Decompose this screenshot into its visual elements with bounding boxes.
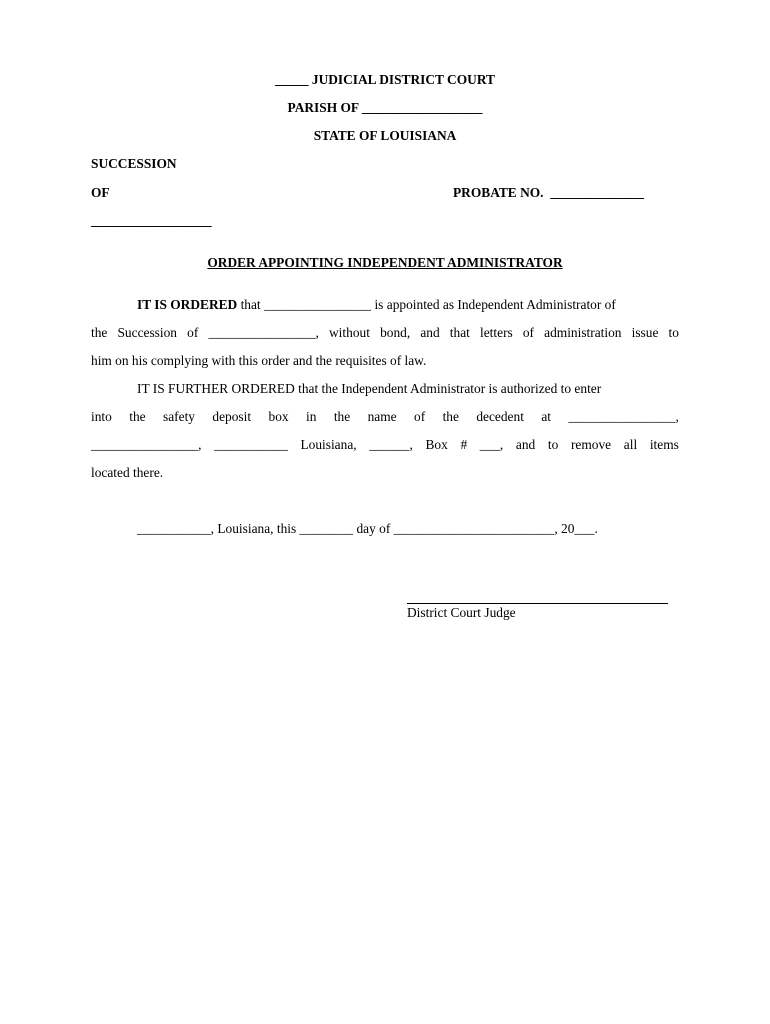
word: ________________, [208, 325, 319, 340]
word: bond, [380, 325, 411, 340]
word: decedent [476, 409, 524, 424]
document-title: ORDER APPOINTING INDEPENDENT ADMINISTRATOR [207, 255, 563, 270]
para1-line1 [137, 297, 616, 313]
para2-line2 [91, 409, 679, 425]
word: all [623, 437, 638, 452]
it-is-ordered: IT IS ORDERED [137, 297, 238, 312]
succession-label: SUCCESSION [91, 156, 177, 171]
word: deposit [212, 409, 252, 424]
word: # [460, 437, 468, 452]
word: of [187, 325, 199, 340]
word: into [91, 409, 112, 424]
word: letters [480, 325, 513, 340]
date-line: ___________, Louisiana, this ________ day of ________________________, 20___. [137, 521, 598, 536]
word: the [91, 325, 108, 340]
word: and [420, 325, 440, 340]
word: the [442, 409, 459, 424]
word: ___, [479, 437, 504, 452]
para2-line1: IT IS FURTHER ORDERED that the Independent Administrator is authorized to enter [137, 381, 602, 396]
word: and [515, 437, 536, 452]
word: of [522, 325, 535, 340]
word: ___________ [214, 437, 288, 452]
word: items [649, 437, 679, 452]
word: safety [163, 409, 195, 424]
word: Box [425, 437, 448, 452]
para1-line1-text: that ________________ is appointed as Independent Administrator of [237, 297, 616, 312]
signature-label: District Court Judge [407, 605, 516, 620]
state-heading: STATE OF LOUISIANA [313, 128, 457, 143]
para2-line3 [91, 437, 679, 453]
probate-number: PROBATE NO. ______________ [453, 185, 644, 200]
word: to [547, 437, 559, 452]
word: Succession [117, 325, 177, 340]
word: name [367, 409, 397, 424]
word: ______, [369, 437, 413, 452]
word: ________________, [91, 437, 202, 452]
word: at [541, 409, 551, 424]
word: administration [544, 325, 622, 340]
para1-line2 [91, 325, 679, 341]
word: Louisiana, [300, 437, 357, 452]
word: to [668, 325, 679, 340]
word: of [414, 409, 426, 424]
court-heading: _____ JUDICIAL DISTRICT COURT [275, 72, 495, 87]
signature-line [407, 603, 668, 604]
word: remove [570, 437, 612, 452]
word: issue [631, 325, 659, 340]
of-label: OF [91, 185, 110, 200]
para2-line4: located there. [91, 465, 164, 480]
word: the [333, 409, 351, 424]
word: without [329, 325, 370, 340]
word: in [306, 409, 317, 424]
decedent-name-blank: __________________ [91, 213, 212, 228]
parish-heading: PARISH OF __________________ [287, 100, 483, 115]
para1-line3: him on his complying with this order and the requisites of law. [91, 353, 427, 368]
word: that [449, 325, 470, 340]
word: box [268, 409, 289, 424]
word: ________________, [568, 409, 679, 424]
word: the [129, 409, 146, 424]
